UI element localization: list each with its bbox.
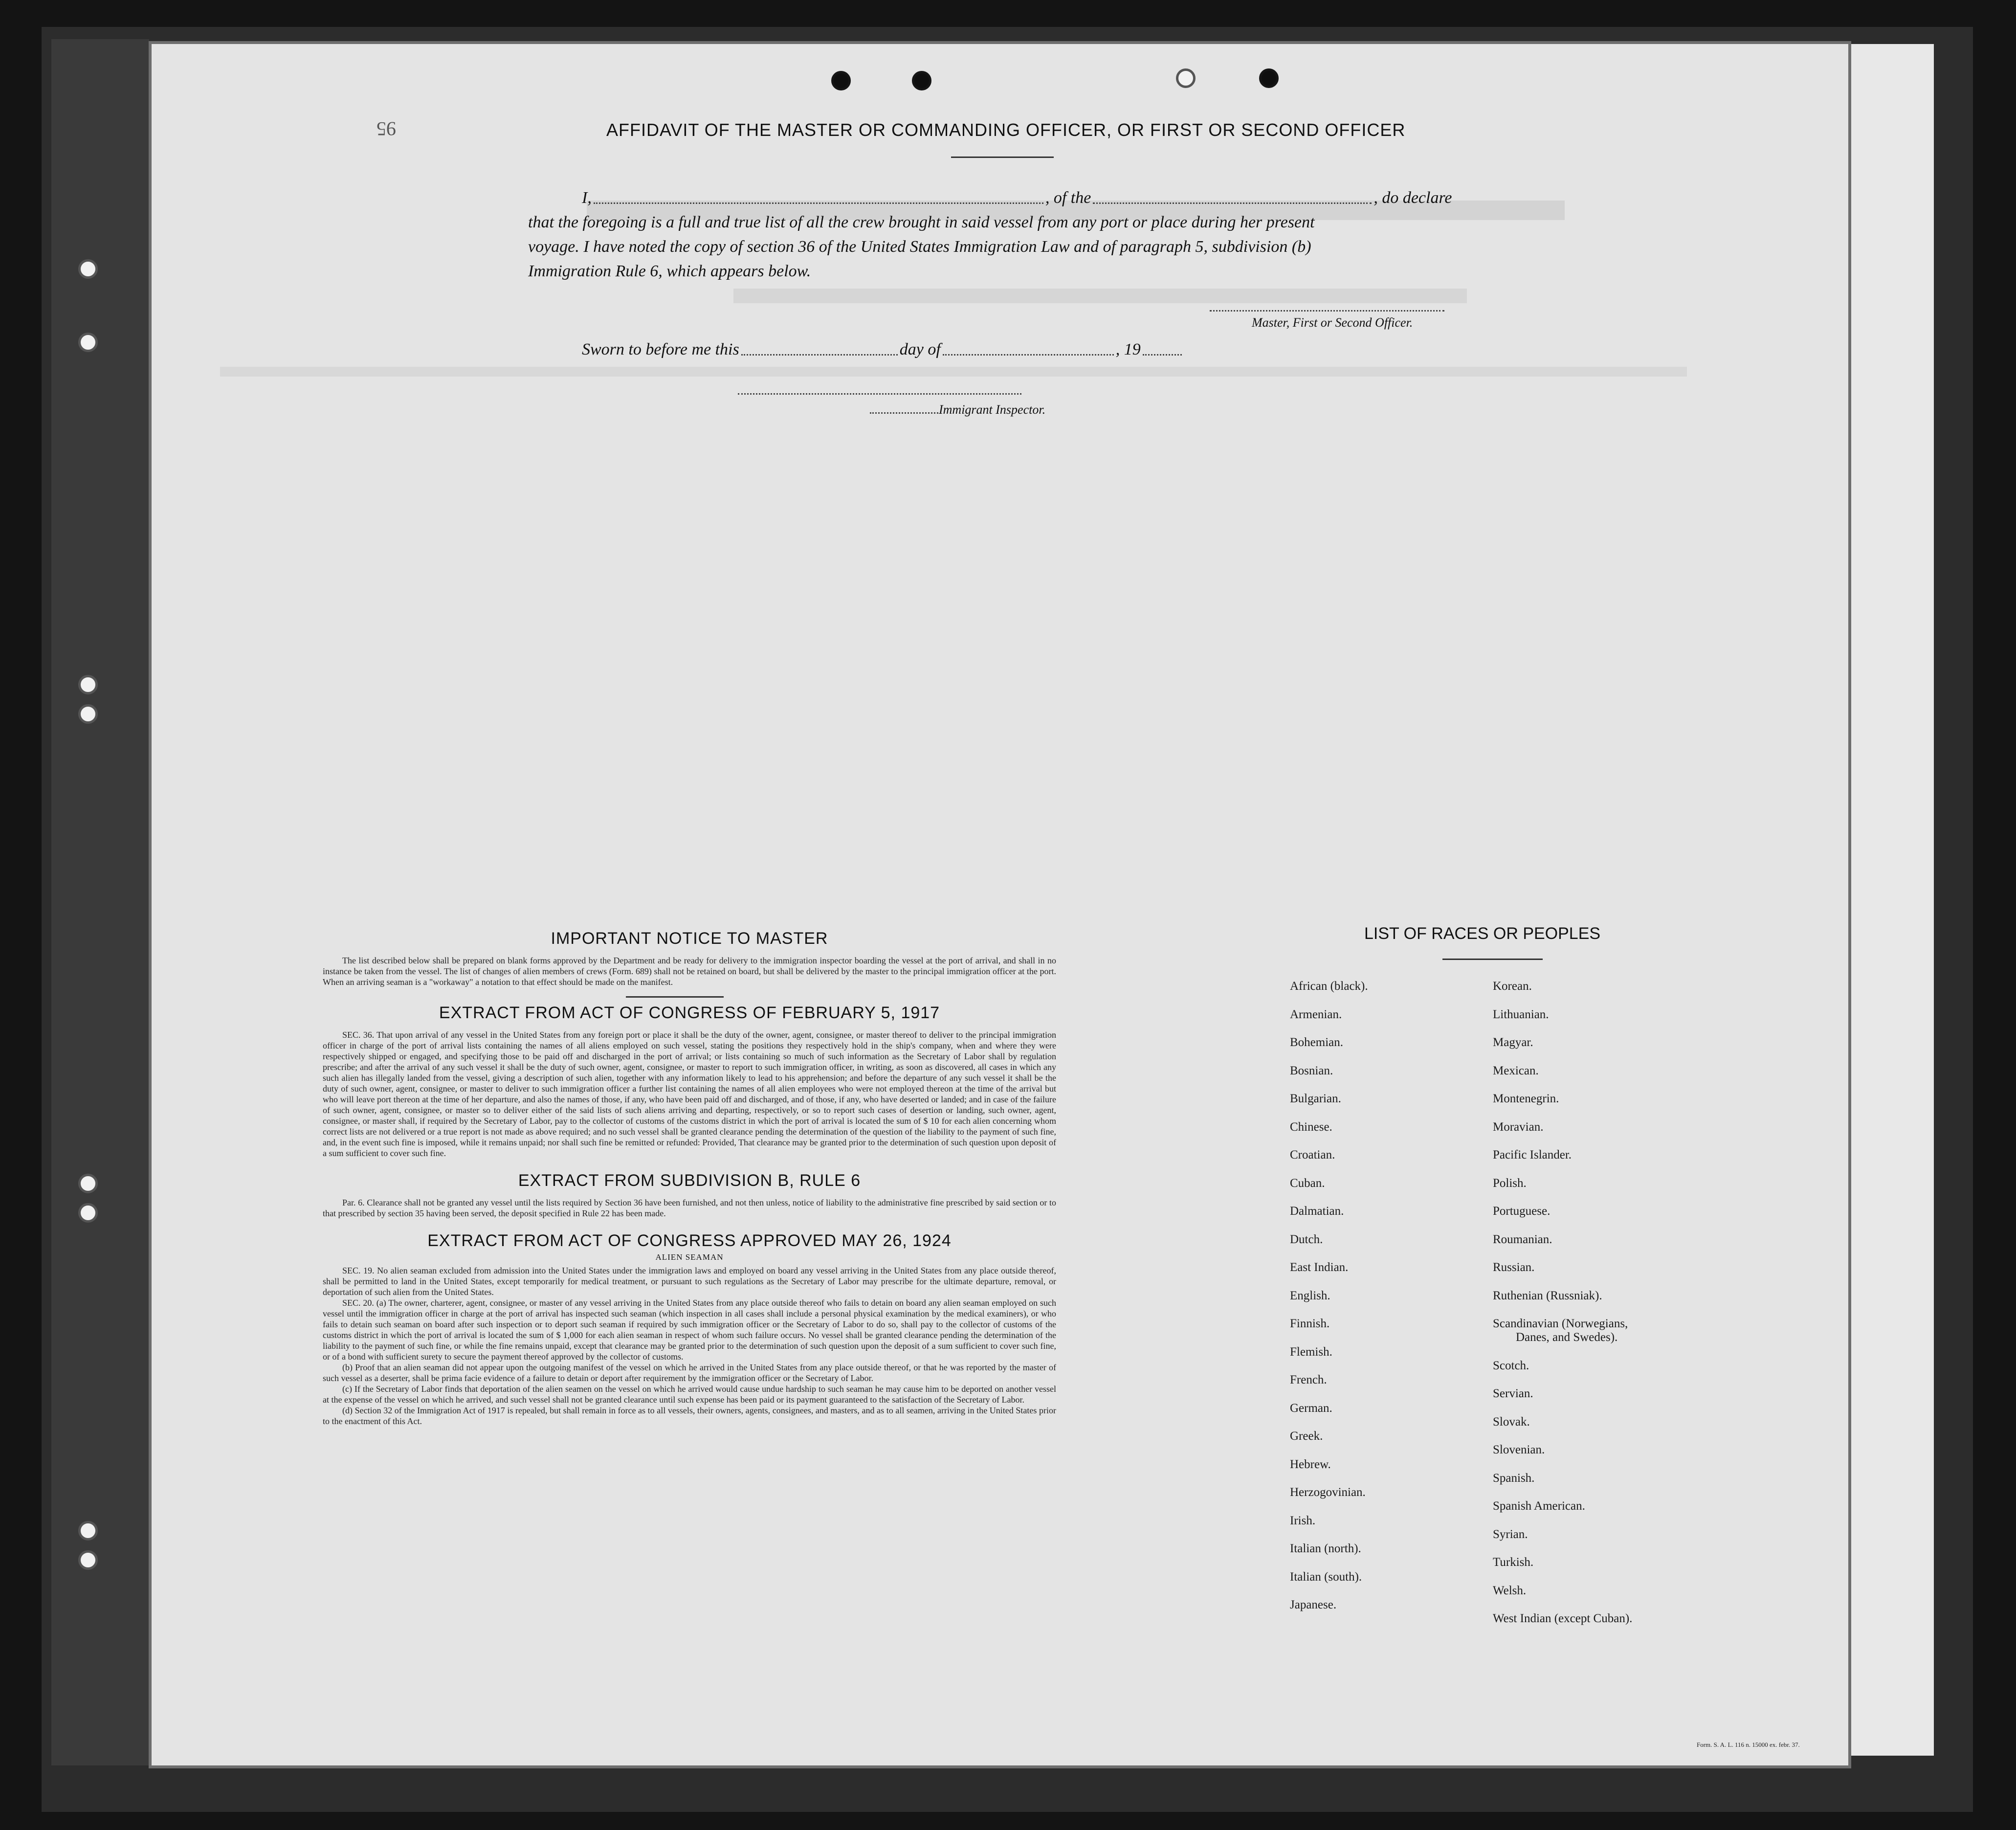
race-item: Danes, and Swedes).: [1516, 1331, 1618, 1344]
sec20c-text: (c) If the Secretary of Labor finds that deportation of the alien seamen on the vessel on which he arrived would cause undue hardship to such seaman he may cause him to be deported on another vessel at the expense of the vessel on which he arrived, and such vessel shall not be granted clearance until such expense has been paid or its payment guaranteed to the satisfaction of the Secretary of Labor.: [323, 1384, 1056, 1405]
inspector-signature-blank[interactable]: [738, 377, 1021, 395]
sec20a-text: SEC. 20. (a) The owner, charterer, agent, consignee, or master of any vessel arriving in the United States from any place outside thereof who fails to detain on board any alien seaman employed on such vessel until the immigration officer in charge at the port of arrival has inspected such seaman (which inspection in all cases shall include a personal physical examination by the medical examiners), or who fails to detain such seaman on board after such inspection or to deport such seaman if required by such immigration officer or the Secretary of Labor to do so, shall pay to the collector of customs of the customs district in which the port of arrival is located the sum of $ 1,000 for each alien seaman in respect of whom such failure occurs. No vessel shall be granted clearance pending the determination of the liability to the payment of such fine, or while the fine remains unpaid, except that clearance may be granted prior to the determination of such question upon the deposit of a sum sufficient to cover such fine, or of a bond with sufficient surety to secure the payment thereof approved by the collector of customs.: [323, 1298, 1056, 1361]
race-item: Slovak.: [1493, 1415, 1530, 1428]
race-item: Ruthenian (Russniak).: [1493, 1289, 1602, 1302]
notice-text: The list described below shall be prepared on blank forms approved by the Department and be ready for delivery to the immigration inspector boarding the vessel at the port of arrival, and shall in no instance be taken from the vessel. The list of changes of alien members of crews (Form. 689) shall not be retained on board, but shall be delivered by the master to the principal immigration officer at the port. When an arriving seaman is a "workaway" a notation to that effect should be made on the manifest.: [323, 956, 1056, 987]
marginal-note: 95: [377, 118, 396, 140]
punch-hole: [78, 704, 98, 724]
race-item: Dalmatian.: [1290, 1205, 1344, 1218]
race-item: Bosnian.: [1290, 1064, 1333, 1077]
race-item: Greek.: [1290, 1429, 1323, 1443]
form-number: Form. S. A. L. 116 n. 15000 ex. febr. 37.: [1697, 1741, 1800, 1748]
race-item: Turkish.: [1493, 1556, 1534, 1569]
race-item: Slovenian.: [1493, 1443, 1545, 1456]
race-item: Cuban.: [1290, 1176, 1325, 1190]
race-item: Magyar.: [1493, 1036, 1533, 1049]
punch-hole: [1259, 68, 1279, 88]
master-caption: Master, First or Second Officer.: [1252, 315, 1413, 330]
race-item: Roumanian.: [1493, 1232, 1552, 1246]
declaration-line-3: voyage. I have noted the copy of section 36 of the United States Immigration Law and of paragraph 5, subdivision (b): [528, 238, 1311, 256]
race-item: African (black).: [1290, 980, 1368, 993]
year-label: , 19: [1115, 340, 1141, 358]
punch-hole: [78, 675, 98, 694]
race-item: Polish.: [1493, 1176, 1527, 1190]
sworn-day-blank[interactable]: [741, 337, 898, 356]
punch-hole: [78, 1550, 98, 1570]
race-item: Scandinavian (Norwegians,: [1493, 1317, 1628, 1330]
subdivision-text: Par. 6. Clearance shall not be granted any vessel until the lists required by Section 36 have been furnished, and not then unless, notice of liability to the administrative fine prescribed by said section or to that prescribed by section 35 having been served, the deposit specified in Rule 22 has been made.: [323, 1198, 1056, 1218]
sworn-year-blank[interactable]: [1143, 337, 1182, 356]
race-item: Italian (south).: [1290, 1570, 1362, 1584]
punch-hole: [78, 1203, 98, 1223]
races-title: LIST OF RACES OR PEOPLES: [1364, 924, 1601, 943]
race-item: Irish.: [1290, 1514, 1316, 1527]
inspector-name-blank[interactable]: [870, 399, 938, 414]
race-item: Lithuanian.: [1493, 1007, 1549, 1021]
sec20d-text: (d) Section 32 of the Immigration Act of 1917 is repealed, but shall remain in force as to all vessels, their owners, agents, consignees, and masters, and as to all seamen, arriving in the United States prior to the enactment of this Act.: [323, 1406, 1056, 1426]
extract-1917-title: EXTRACT FROM ACT OF CONGRESS OF FEBRUARY 5, 1917: [439, 1004, 940, 1022]
race-item: Spanish.: [1493, 1471, 1535, 1485]
extract-1924-title: EXTRACT FROM ACT OF CONGRESS APPROVED MAY 26, 1924: [427, 1231, 952, 1250]
punch-hole: [1176, 68, 1196, 88]
race-item: English.: [1290, 1289, 1330, 1302]
race-item: Scotch.: [1493, 1359, 1529, 1372]
bleed-through-bar: [220, 367, 1687, 377]
binding-strip-right: [1851, 44, 1934, 1756]
sworn-month-blank[interactable]: [943, 337, 1114, 356]
name-blank[interactable]: [594, 186, 1043, 204]
sec20b-text: (b) Proof that an alien seaman did not appear upon the outgoing manifest of the vessel on which he arrived in the United States from any place outside thereof, or that he was reported by the master of such vessel as a deserter, shall be prima facie evidence of a failure to detain or deport after requirement by the immigration officer or the Secretary of Labor.: [323, 1362, 1056, 1383]
race-item: West Indian (except Cuban).: [1493, 1612, 1633, 1625]
race-item: Pacific Islander.: [1493, 1148, 1572, 1161]
race-item: Flemish.: [1290, 1345, 1332, 1359]
title-divider: [951, 156, 1054, 158]
race-item: Hebrew.: [1290, 1457, 1331, 1471]
race-item: Welsh.: [1493, 1584, 1527, 1597]
affidavit-title: AFFIDAVIT OF THE MASTER OR COMMANDING OFFICER, OR FIRST OR SECOND OFFICER: [606, 120, 1406, 140]
race-item: Moravian.: [1493, 1120, 1544, 1134]
extract-1924-subtitle: ALIEN SEAMAN: [655, 1252, 724, 1262]
race-item: Servian.: [1493, 1387, 1533, 1400]
sworn-label: Sworn to before me this: [582, 340, 739, 358]
race-item: German.: [1290, 1401, 1332, 1415]
declaration-block: [528, 186, 1477, 284]
race-item: Bohemian.: [1290, 1036, 1344, 1049]
race-item: Dutch.: [1290, 1232, 1323, 1246]
race-item: Croatian.: [1290, 1148, 1335, 1161]
race-item: Chinese.: [1290, 1120, 1332, 1134]
race-item: Syrian.: [1493, 1527, 1528, 1541]
notice-column: [323, 929, 1056, 1427]
race-item: Portuguese.: [1493, 1205, 1551, 1218]
binding-strip-left: [51, 39, 149, 1765]
master-signature-blank[interactable]: [1210, 293, 1444, 312]
punch-hole: [831, 71, 851, 90]
extract-1917-text: SEC. 36. That upon arrival of any vessel in the United States from any foreign port or place it shall be the duty of the owner, agent, consignee, or master thereof to deliver to the principal immigration officer in charge of the port of arrival lists containing the names of all aliens employed on such vessel, stating the positions they respectively hold in the ship's company, when and where they were respectively shipped or engaged, and specifying those to be paid off and discharged in the port of arrival; or lists containing so much of such information as the Secretary of Labor shall by regulation prescribe; and after the arrival of any such vessel it shall be the duty of such owner, agent, consignee, or master to report to such immigration officer, in writing, as soon as discovered, all cases in which any such alien has illegally landed from the vessel, giving a description of such alien, together with any information likely to lead to his apprehension; and before the departure of any such vessel it shall be the duty of such owner, agent, consignee, or master to deliver to such immigration officer a further list containing the names of all alien employees who were not employed thereon at the time of the arrival but who will leave port thereon at the time of her departure, and also the names of those, if any, who have been paid off and discharged, and of those, if any, who have deserted or landed; and in case of the failure of such owner, agent, consignee, or master so to deliver either of the said lists of such aliens arriving and departing, respectively, or so to report such cases of desertion or landing, such owner, agent, consignee, or master shall, if required by the Secretary of Labor, pay to the collector of customs of the customs district in which the port of arrival is located the sum of $ 10 for each alien concerning whom correct lists are not delivered or a true report is not made as above required; and no such vessel shall be granted clearance pending the determination of the question of the liability to the payment of such fine, and, in the event such fine is imposed, while it remains unpaid; nor shall such fine be remitted or refunded: Provided, That clearance may be granted prior to the determination of such question upon deposit of a sum sufficient to cover such fine.: [323, 1030, 1056, 1158]
race-item: Montenegrin.: [1493, 1092, 1559, 1105]
sec19-text: SEC. 19. No alien seaman excluded from admission into the United States under the immigration laws and employed on board any vessel arriving in the United States from any place outside thereof, shall be permitted to land in the United States, except temporarily for medical treatment, or pursuant to such regulations as the Secretary of Labor may prescribe for the ultimate departure, removal, or deportation of such alien from the United States.: [323, 1266, 1056, 1297]
declare-label: , do declare: [1374, 189, 1452, 207]
punch-hole: [78, 1521, 98, 1540]
punch-hole: [78, 259, 98, 279]
race-item: French.: [1290, 1373, 1327, 1386]
vessel-blank[interactable]: [1093, 186, 1372, 204]
race-item: Russian.: [1493, 1261, 1535, 1274]
subdivision-title: EXTRACT FROM SUBDIVISION B, RULE 6: [518, 1171, 861, 1190]
day-of-label: day of: [899, 340, 941, 358]
races-divider: [1442, 959, 1543, 960]
race-item: Finnish.: [1290, 1317, 1330, 1330]
inspector-caption: Immigrant Inspector.: [939, 402, 1046, 417]
punch-hole: [912, 71, 931, 90]
section-divider: [626, 996, 724, 998]
sworn-block: [528, 337, 1262, 362]
race-item: Bulgarian.: [1290, 1092, 1341, 1105]
race-item: Japanese.: [1290, 1598, 1337, 1611]
declaration-line-2: that the foregoing is a full and true list of all the crew brought in said vessel from any port or place during her present: [528, 213, 1315, 231]
race-item: Italian (north).: [1290, 1542, 1361, 1555]
race-item: Herzogovinian.: [1290, 1486, 1366, 1499]
of-the-label: , of the: [1045, 189, 1091, 207]
declaration-line-1: [528, 186, 1477, 210]
i-label: I,: [582, 189, 592, 207]
race-item: Armenian.: [1290, 1007, 1342, 1021]
declaration-line-4: Immigration Rule 6, which appears below.: [528, 262, 811, 280]
race-item: Mexican.: [1493, 1064, 1539, 1077]
race-item: East Indian.: [1290, 1261, 1349, 1274]
race-item: Spanish American.: [1493, 1499, 1585, 1513]
notice-title: IMPORTANT NOTICE TO MASTER: [551, 929, 828, 948]
race-item: Korean.: [1493, 980, 1532, 993]
punch-hole: [78, 1174, 98, 1193]
punch-hole: [78, 333, 98, 352]
